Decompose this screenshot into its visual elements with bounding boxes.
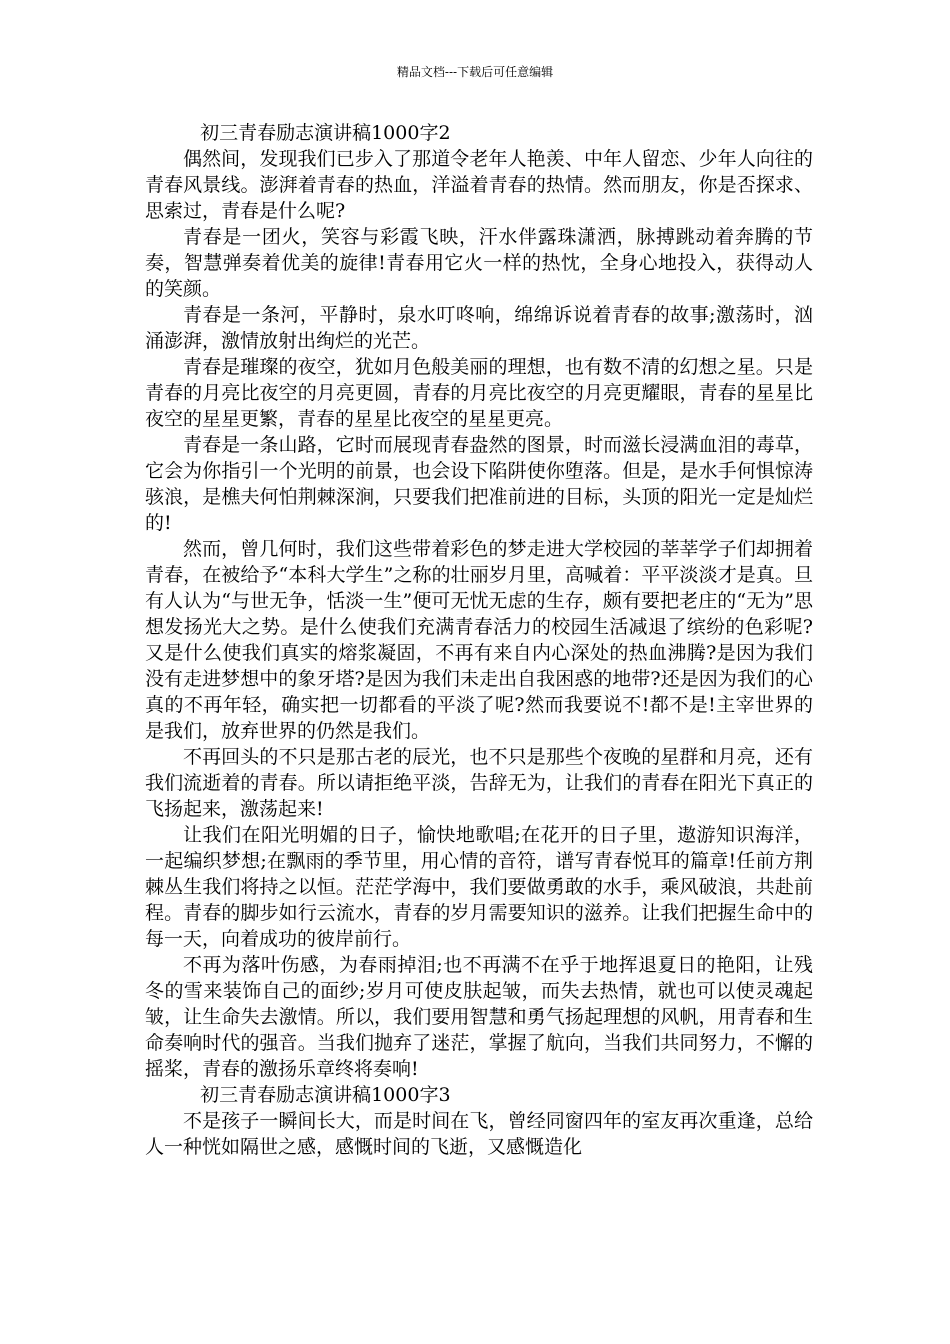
paragraph: 不再回头的不只是那古老的辰光，也不只是那些个夜晚的星群和月亮，还有我们流逝着的青春。所以请拒绝平淡，告辞无为，让我们的青春在阳光下真正的飞扬起来，激荡起来!: [145, 746, 813, 820]
paragraph: 青春是一条山路，它时而展现青春盎然的图景，时而滋长浸满血泪的毒草，它会为你指引一个光明的前景，也会设下陷阱使你堕落。但是，是水手何惧惊涛骇浪，是樵夫何怕荆棘深涧，只要我们把准前进的目标，头顶的阳光一定是灿烂的!: [145, 434, 813, 534]
paragraph: 偶然间，发现我们已步入了那道令老年人艳羡、中年人留恋、少年人向往的青春风景线。澎湃着青春的热血，洋溢着青春的热情。然而朋友，你是否探求、思索过，青春是什么呢?: [145, 148, 813, 222]
page-header: 精品文档---下载后可任意编辑: [396, 65, 554, 79]
paragraph: 让我们在阳光明媚的日子，愉快地歌唱;在花开的日子里，遨游知识海洋，一起编织梦想;在飘雨的季节里，用心情的音符，谱写青春悦耳的篇章!任前方荆棘丛生我们将持之以恒。茫茫学海中，我们要做勇敢的水手，乘风破浪，共赴前程。青春的脚步如行云流水，青春的岁月需要知识的滋养。让我们把握生命中的每一天，向着成功的彼岸前行。: [145, 824, 813, 950]
paragraph: 青春是一条河，平静时，泉水叮咚响，绵绵诉说着青春的故事;激荡时，汹涌澎湃，激情放射出绚烂的光芒。: [145, 304, 813, 352]
document-body: [145, 120, 813, 1160]
section-heading: 初三青春励志演讲稿1000字3: [200, 1084, 451, 1106]
section-heading: 初三青春励志演讲稿1000字2: [200, 122, 451, 144]
paragraph: 不再为落叶伤感，为春雨掉泪;也不再满不在乎于地挥退夏日的艳阳，让残冬的雪来装饰自己的面纱;岁月可使皮肤起皱，而失去热情，就也可以使灵魂起皱，让生命失去激情。所以，我们要用智慧和勇气扬起理想的风帆，用青春和生命奏响时代的强音。当我们抛弃了迷茫，掌握了航向，当我们共同努力，不懈的摇桨，青春的激扬乐章终将奏响!: [145, 954, 813, 1080]
paragraph: 然而，曾几何时，我们这些带着彩色的梦走进大学校园的莘莘学子们却拥着青春，在被给予“本科大学生”之称的壮丽岁月里，高喊着：平平淡淡才是真。旦有人认为“与世无争，恬淡一生”便可无忧无虑的生存，颇有要把老庄的“无为”思想发扬光大之势。是什么使我们充满青春活力的校园生活减退了缤纷的色彩呢?又是什么使我们真实的熔浆凝固，不再有来自内心深处的热血沸腾?是因为我们没有走进梦想中的象牙塔?是因为我们未走出自我困惑的地带?还是因为我们的心真的不再年轻，确实把一切都看的平淡了呢?然而我要说不!都不是!主宰世界的是我们，放弃世界的仍然是我们。: [145, 538, 813, 742]
paragraph: 青春是一团火，笑容与彩霞飞映，汗水伴露珠潇洒，脉搏跳动着奔腾的节奏，智慧弹奏着优美的旋律!青春用它火一样的热忱，全身心地投入，获得动人的笑颜。: [145, 226, 813, 300]
paragraph: 青春是璀璨的夜空，犹如月色般美丽的理想，也有数不清的幻想之星。只是青春的月亮比夜空的月亮更圆，青春的月亮比夜空的月亮更耀眼，青春的星星比夜空的星星更繁，青春的星星比夜空的星星更亮。: [145, 356, 813, 430]
paragraph: 不是孩子一瞬间长大，而是时间在飞，曾经同窗四年的室友再次重逢，总给人一种恍如隔世之感，感慨时间的飞逝，又感慨造化: [145, 1110, 813, 1158]
